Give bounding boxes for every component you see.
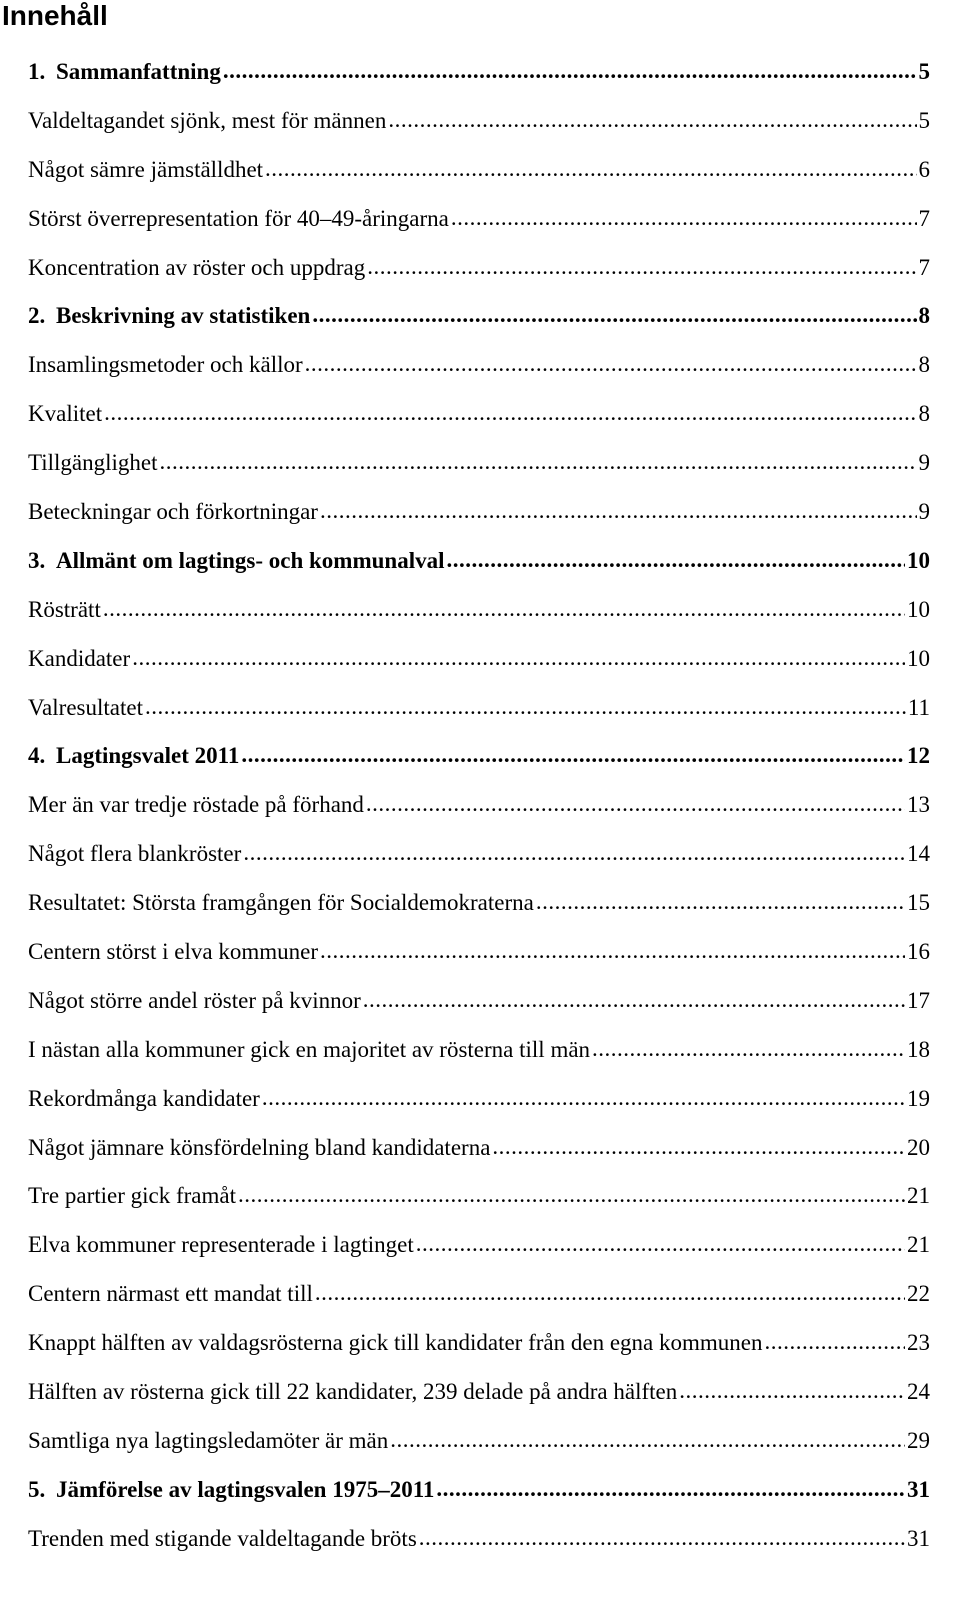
toc-entry-text: Beskrivning av statistiken	[56, 303, 311, 329]
toc-entry-label	[28, 1079, 260, 1119]
toc-entry-label	[28, 52, 221, 92]
toc-entry-text: I nästan alla kommuner gick en majoritet av rösterna till män	[28, 1036, 591, 1062]
toc-chapter-number: 3.	[28, 547, 46, 573]
toc-section-entry[interactable]	[28, 590, 930, 639]
toc-section-entry[interactable]	[28, 834, 930, 883]
toc-section-entry[interactable]	[28, 883, 930, 932]
toc-page-number: 21	[907, 1183, 930, 1209]
dot-leader	[367, 247, 916, 287]
dot-leader	[305, 344, 917, 384]
toc-section-entry[interactable]	[28, 981, 930, 1030]
dot-leader	[416, 1224, 905, 1264]
toc-entry-label	[28, 1421, 388, 1461]
toc-entry-text: Valdeltagandet sjönk, mest för männen	[28, 107, 387, 133]
toc-chapter-number: 2.	[28, 303, 46, 329]
toc-page-number: 31	[907, 1476, 930, 1502]
toc-section-entry[interactable]	[28, 1030, 930, 1079]
toc-chapter-number: 1.	[28, 59, 46, 84]
toc-entry-text: Centern närmast ett mandat till	[28, 1281, 313, 1307]
toc-entry-text: Lagtingsvalet 2011	[56, 743, 240, 769]
toc-page-number: 14	[907, 841, 930, 867]
toc-entry-label	[28, 1128, 490, 1168]
toc-page-number: 7	[918, 254, 930, 280]
table-of-contents	[28, 52, 930, 1568]
toc-page-number: 31	[907, 1525, 930, 1551]
toc-page-number: 11	[907, 694, 930, 720]
toc-entry-label	[28, 883, 534, 923]
dot-leader	[315, 1273, 905, 1313]
dot-leader	[265, 149, 916, 189]
toc-entry-text: Tre partier gick framåt	[28, 1183, 236, 1209]
toc-entry-text: Resultatet: Största framgången för Socialdemokraterna	[28, 890, 534, 916]
toc-entry-label	[28, 345, 303, 385]
toc-entry-text: Valresultatet	[28, 694, 143, 720]
toc-entry-label	[28, 1030, 590, 1070]
dot-leader	[436, 1469, 905, 1509]
toc-page-number: 10	[907, 596, 930, 622]
toc-entry-label	[28, 590, 101, 630]
toc-entry-text: Allmänt om lagtings- och kommunalval	[56, 547, 445, 573]
toc-entry-label	[28, 492, 318, 532]
toc-page-number: 9	[918, 450, 930, 476]
toc-page-number: 10	[907, 547, 930, 573]
toc-section-entry[interactable]	[28, 1519, 930, 1568]
toc-entry-text: Kvalitet	[28, 401, 103, 427]
toc-page-number: 18	[907, 1036, 930, 1062]
dot-leader	[160, 442, 917, 482]
toc-page-number: 7	[918, 205, 930, 231]
toc-entry-text: Mer än var tredje röstade på förhand	[28, 792, 364, 818]
dot-leader	[492, 1127, 905, 1167]
toc-page-number: 5	[918, 107, 930, 133]
toc-entry-text: Något flera blankröster	[28, 841, 242, 867]
dot-leader	[363, 980, 905, 1020]
toc-entry-text: Något jämnare könsfördelning bland kandidaterna	[28, 1134, 491, 1160]
dot-leader	[451, 198, 917, 238]
toc-entry-text: Samtliga nya lagtingsledamöter är män	[28, 1427, 389, 1453]
toc-entry-label	[28, 1470, 434, 1510]
dot-leader	[312, 295, 916, 335]
toc-entry-label	[28, 932, 318, 972]
toc-page-number: 10	[907, 645, 930, 671]
dot-leader	[446, 540, 905, 580]
toc-page-number: 8	[918, 303, 930, 329]
toc-entry-label	[28, 248, 365, 288]
page-title: Innehåll	[2, 0, 108, 31]
toc-entry-text: Knappt hälften av valdagsrösterna gick till kandidater från den egna kommunen	[28, 1330, 763, 1356]
toc-section-entry[interactable]	[28, 1421, 930, 1470]
toc-section-entry[interactable]	[28, 1274, 930, 1323]
toc-entry-label	[28, 541, 444, 581]
toc-section-entry[interactable]	[28, 345, 930, 394]
dot-leader	[764, 1322, 905, 1362]
toc-entry-text: Rösträtt	[28, 596, 101, 622]
dot-leader	[320, 931, 905, 971]
dot-leader	[320, 491, 917, 531]
dot-leader	[241, 735, 905, 775]
toc-page-number: 22	[907, 1281, 930, 1307]
toc-section-entry[interactable]	[28, 639, 930, 688]
toc-page-number: 5	[918, 59, 930, 84]
toc-entry-text: Något större andel röster på kvinnor	[28, 987, 361, 1013]
toc-page-number: 16	[907, 939, 930, 965]
toc-page-number: 8	[918, 352, 930, 378]
dot-leader	[536, 882, 905, 922]
toc-section-entry[interactable]	[28, 1176, 930, 1225]
toc-entry-label	[28, 296, 310, 336]
toc-entry-text: Koncentration av röster och uppdrag	[28, 254, 366, 280]
toc-entry-label	[28, 688, 143, 728]
toc-section-entry[interactable]	[28, 150, 930, 199]
dot-leader	[243, 833, 905, 873]
toc-entry-label	[28, 1372, 677, 1412]
dot-leader	[103, 589, 905, 629]
toc-chapter-number: 5.	[28, 1476, 46, 1502]
toc-page-number: 21	[907, 1232, 930, 1258]
toc-page-number: 19	[907, 1085, 930, 1111]
toc-chapter-entry[interactable]	[28, 52, 930, 101]
toc-entry-label	[28, 981, 361, 1021]
dot-leader	[145, 687, 906, 727]
toc-entry-label	[28, 1176, 236, 1216]
toc-page-number: 23	[907, 1330, 930, 1356]
toc-chapter-number: 4.	[28, 743, 46, 769]
toc-entry-label	[28, 1323, 762, 1363]
toc-page-number: 29	[907, 1427, 930, 1453]
dot-leader	[238, 1175, 905, 1215]
toc-section-entry[interactable]	[28, 688, 930, 737]
toc-entry-label	[28, 1225, 414, 1265]
toc-entry-label	[28, 785, 364, 825]
toc-page-number: 17	[907, 987, 930, 1013]
toc-entry-label	[28, 394, 102, 434]
toc-section-entry[interactable]	[28, 101, 930, 150]
toc-entry-label	[28, 639, 130, 679]
dot-leader	[223, 51, 917, 91]
toc-page-number: 13	[907, 792, 930, 818]
toc-entry-label	[28, 150, 263, 190]
toc-page-number: 8	[918, 401, 930, 427]
toc-section-entry[interactable]	[28, 492, 930, 541]
toc-section-entry[interactable]	[28, 443, 930, 492]
toc-chapter-entry[interactable]	[28, 1470, 930, 1519]
toc-chapter-entry[interactable]	[28, 736, 930, 785]
toc-page-number: 15	[907, 890, 930, 916]
toc-section-entry[interactable]	[28, 932, 930, 981]
toc-entry-text: Kandidater	[28, 645, 131, 671]
toc-entry-text: Insamlingsmetoder och källor	[28, 352, 303, 378]
toc-page-number: 9	[918, 499, 930, 525]
toc-chapter-entry[interactable]	[28, 296, 930, 345]
dot-leader	[366, 784, 905, 824]
toc-entry-text: Sammanfattning	[56, 59, 221, 84]
toc-section-entry[interactable]	[28, 1225, 930, 1274]
dot-leader	[132, 638, 905, 678]
toc-section-entry[interactable]	[28, 1372, 930, 1421]
toc-entry-label	[28, 736, 239, 776]
dot-leader	[390, 1420, 905, 1460]
dot-leader	[419, 1518, 905, 1558]
dot-leader	[388, 100, 916, 140]
toc-entry-label	[28, 834, 241, 874]
dot-leader	[679, 1371, 905, 1411]
dot-leader	[592, 1029, 905, 1069]
toc-entry-label	[28, 443, 158, 483]
toc-entry-label	[28, 101, 386, 141]
toc-entry-text: Rekordmånga kandidater	[28, 1085, 260, 1111]
toc-section-entry[interactable]	[28, 1079, 930, 1128]
toc-page-number: 6	[918, 156, 930, 182]
toc-page-number: 24	[907, 1379, 930, 1405]
toc-entry-text: Trenden med stigande valdeltagande bröts	[28, 1525, 417, 1551]
toc-entry-text: Jämförelse av lagtingsvalen 1975–2011	[56, 1476, 435, 1502]
toc-entry-text: Tillgänglighet	[28, 450, 158, 476]
toc-section-entry[interactable]	[28, 1128, 930, 1177]
toc-page-number: 20	[907, 1134, 930, 1160]
toc-page-number: 12	[907, 743, 930, 769]
toc-entry-label	[28, 199, 449, 239]
toc-entry-label	[28, 1519, 417, 1559]
dot-leader	[262, 1078, 905, 1118]
toc-entry-text: Störst överrepresentation för 40–49-åringarna	[28, 205, 449, 231]
toc-section-entry[interactable]	[28, 1323, 930, 1372]
toc-chapter-entry[interactable]	[28, 541, 930, 590]
dot-leader	[104, 393, 916, 433]
toc-section-entry[interactable]	[28, 248, 930, 297]
toc-entry-text: Beteckningar och förkortningar	[28, 499, 318, 525]
toc-section-entry[interactable]	[28, 394, 930, 443]
toc-section-entry[interactable]	[28, 785, 930, 834]
toc-entry-text: Elva kommuner representerade i lagtinget	[28, 1232, 414, 1258]
toc-entry-text: Hälften av rösterna gick till 22 kandidater, 239 delade på andra hälften	[28, 1379, 678, 1405]
toc-entry-text: Något sämre jämställdhet	[28, 156, 264, 182]
toc-entry-text: Centern störst i elva kommuner	[28, 939, 318, 965]
toc-section-entry[interactable]	[28, 199, 930, 248]
toc-entry-label	[28, 1274, 313, 1314]
